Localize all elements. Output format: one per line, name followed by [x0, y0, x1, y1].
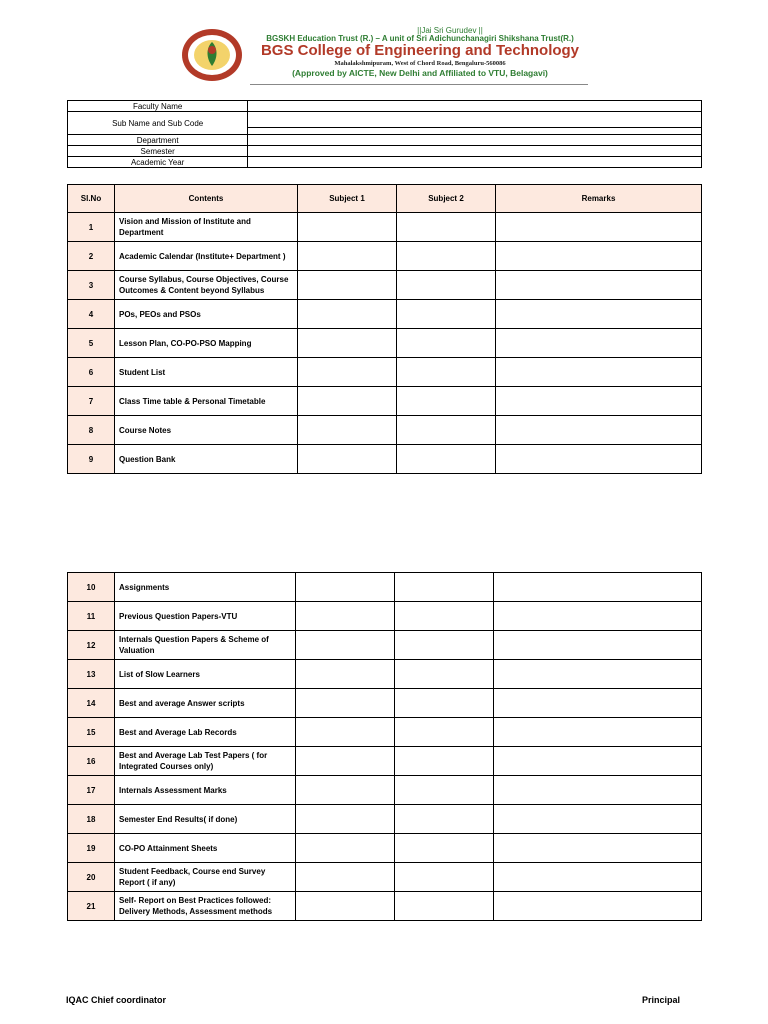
subject2-cell[interactable] — [395, 689, 494, 718]
subject2-cell[interactable] — [395, 776, 494, 805]
subject1-cell[interactable] — [298, 271, 397, 300]
remarks-cell[interactable] — [496, 300, 702, 329]
info-label: Sub Name and Sub Code — [68, 112, 248, 135]
subject2-cell[interactable] — [395, 660, 494, 689]
course-file-checklist-part1 — [67, 184, 702, 474]
subject2-cell[interactable] — [397, 416, 496, 445]
table-row — [68, 718, 702, 747]
subject2-cell[interactable] — [397, 445, 496, 474]
remarks-cell[interactable] — [494, 573, 702, 602]
remarks-cell[interactable] — [494, 747, 702, 776]
subject2-cell[interactable] — [395, 747, 494, 776]
contents-cell: Vision and Mission of Institute and Department — [115, 213, 298, 242]
contents-cell: Student List — [115, 358, 298, 387]
sl-no-cell: 10 — [68, 573, 115, 602]
remarks-cell[interactable] — [496, 242, 702, 271]
table-row — [68, 300, 702, 329]
approval-text: (Approved by AICTE, New Delhi and Affiliated to VTU, Belagavi) — [292, 68, 548, 78]
remarks-cell[interactable] — [496, 358, 702, 387]
table-row — [68, 416, 702, 445]
subject1-cell[interactable] — [298, 213, 397, 242]
remarks-cell[interactable] — [494, 631, 702, 660]
subject2-cell[interactable] — [395, 863, 494, 892]
remarks-cell[interactable] — [496, 416, 702, 445]
subject2-cell[interactable] — [397, 358, 496, 387]
remarks-cell[interactable] — [494, 776, 702, 805]
sl-no-cell: 18 — [68, 805, 115, 834]
table-row — [68, 776, 702, 805]
contents-cell: CO-PO Attainment Sheets — [115, 834, 296, 863]
info-label: Semester — [68, 146, 248, 157]
sl-no-cell: 19 — [68, 834, 115, 863]
remarks-cell[interactable] — [494, 863, 702, 892]
column-header-remarks: Remarks — [496, 185, 702, 213]
subject1-cell[interactable] — [296, 747, 395, 776]
subject2-cell[interactable] — [395, 602, 494, 631]
contents-cell: Previous Question Papers-VTU — [115, 602, 296, 631]
subject1-cell[interactable] — [298, 358, 397, 387]
sl-no-cell: 20 — [68, 863, 115, 892]
subject1-cell[interactable] — [298, 242, 397, 271]
contents-cell: Class Time table & Personal Timetable — [115, 387, 298, 416]
table-row — [68, 329, 702, 358]
subject2-cell[interactable] — [395, 805, 494, 834]
contents-cell: Course Syllabus, Course Objectives, Course Outcomes & Content beyond Syllabus — [115, 271, 298, 300]
sl-no-cell: 15 — [68, 718, 115, 747]
course-file-checklist-part2 — [67, 572, 702, 921]
info-value-field[interactable] — [248, 135, 702, 146]
contents-cell: Internals Question Papers & Scheme of Valuation — [115, 631, 296, 660]
table-row — [68, 805, 702, 834]
iqac-coordinator-signature-label: IQAC Chief coordinator — [66, 995, 167, 1005]
subject1-cell[interactable] — [298, 329, 397, 358]
sl-no-cell: 16 — [68, 747, 115, 776]
motto-text: ||Jai Sri Gurudev || — [417, 26, 483, 35]
subject2-cell[interactable] — [397, 387, 496, 416]
table-row — [68, 834, 702, 863]
remarks-cell[interactable] — [496, 387, 702, 416]
checklist-body-part1 — [68, 213, 702, 474]
remarks-cell[interactable] — [496, 329, 702, 358]
principal-signature-label: Principal — [642, 995, 681, 1005]
sl-no-cell: 4 — [68, 300, 115, 329]
column-header-contents: Contents — [115, 185, 298, 213]
remarks-cell[interactable] — [496, 271, 702, 300]
table-header-row — [68, 185, 702, 213]
info-value-field[interactable] — [248, 157, 702, 168]
subject2-cell[interactable] — [395, 631, 494, 660]
contents-cell: Internals Assessment Marks — [115, 776, 296, 805]
subject2-cell[interactable] — [397, 242, 496, 271]
subject2-cell[interactable] — [397, 213, 496, 242]
subject1-cell[interactable] — [296, 689, 395, 718]
contents-cell: Course Notes — [115, 416, 298, 445]
remarks-cell[interactable] — [494, 892, 702, 921]
trust-text: BGSKH Education Trust (R.) – A unit of Sri Adichunchanagiri Shikshana Trust(R.) — [266, 34, 574, 43]
info-value-field[interactable] — [248, 146, 702, 157]
sl-no-cell: 17 — [68, 776, 115, 805]
remarks-cell[interactable] — [494, 805, 702, 834]
subject1-cell[interactable] — [296, 631, 395, 660]
table-row — [68, 602, 702, 631]
table-row — [68, 747, 702, 776]
table-row — [68, 213, 702, 242]
table-row — [68, 863, 702, 892]
column-header-sl: Sl.No — [68, 185, 115, 213]
subject1-cell[interactable] — [296, 776, 395, 805]
contents-cell: Semester End Results( if done) — [115, 805, 296, 834]
info-label: Academic Year — [68, 157, 248, 168]
table-row — [68, 358, 702, 387]
sl-no-cell: 2 — [68, 242, 115, 271]
sl-no-cell: 6 — [68, 358, 115, 387]
table-row — [68, 689, 702, 718]
header-divider — [250, 84, 588, 85]
column-header-subject1: Subject 1 — [298, 185, 397, 213]
subject1-cell[interactable] — [296, 834, 395, 863]
sl-no-cell: 11 — [68, 602, 115, 631]
table-row — [68, 573, 702, 602]
subject1-cell[interactable] — [296, 602, 395, 631]
info-value-field[interactable] — [248, 112, 702, 135]
sl-no-cell: 21 — [68, 892, 115, 921]
contents-cell: Self- Report on Best Practices followed: Delivery Methods, Assessment methods — [115, 892, 296, 921]
info-value-field[interactable] — [248, 101, 702, 112]
remarks-cell[interactable] — [496, 445, 702, 474]
subject1-cell[interactable] — [296, 892, 395, 921]
contents-cell: Assignments — [115, 573, 296, 602]
checklist-body-part2 — [68, 573, 702, 921]
college-name: BGS College of Engineering and Technology — [260, 42, 580, 59]
sl-no-cell: 8 — [68, 416, 115, 445]
contents-cell: Best and Average Lab Test Papers ( for Integrated Courses only) — [115, 747, 296, 776]
subject1-cell[interactable] — [296, 805, 395, 834]
contents-cell: Academic Calendar (Institute+ Department ) — [115, 242, 298, 271]
remarks-cell[interactable] — [494, 689, 702, 718]
subject1-cell[interactable] — [296, 863, 395, 892]
subject2-cell[interactable] — [397, 271, 496, 300]
info-label: Faculty Name — [68, 101, 248, 112]
subject2-cell[interactable] — [395, 573, 494, 602]
column-header-subject2: Subject 2 — [397, 185, 496, 213]
contents-cell: POs, PEOs and PSOs — [115, 300, 298, 329]
remarks-cell[interactable] — [494, 660, 702, 689]
subject1-cell[interactable] — [296, 718, 395, 747]
subject1-cell[interactable] — [298, 300, 397, 329]
table-row — [68, 271, 702, 300]
sl-no-cell: 1 — [68, 213, 115, 242]
subject1-cell[interactable] — [296, 660, 395, 689]
info-row — [68, 146, 702, 157]
subject2-cell[interactable] — [395, 834, 494, 863]
subject1-cell[interactable] — [298, 387, 397, 416]
info-row — [68, 135, 702, 146]
contents-cell: Best and average Answer scripts — [115, 689, 296, 718]
sl-no-cell: 14 — [68, 689, 115, 718]
sl-no-cell: 7 — [68, 387, 115, 416]
remarks-cell[interactable] — [494, 834, 702, 863]
contents-cell: Question Bank — [115, 445, 298, 474]
table-row — [68, 242, 702, 271]
faculty-info-table — [67, 100, 702, 168]
table-row — [68, 445, 702, 474]
subject1-cell[interactable] — [296, 573, 395, 602]
info-row — [68, 101, 702, 112]
college-logo-icon — [180, 28, 244, 82]
info-row — [68, 157, 702, 168]
contents-cell: Best and Average Lab Records — [115, 718, 296, 747]
sl-no-cell: 12 — [68, 631, 115, 660]
table-row — [68, 387, 702, 416]
subject2-cell[interactable] — [395, 718, 494, 747]
table-row — [68, 631, 702, 660]
subject2-cell[interactable] — [397, 300, 496, 329]
subject2-cell[interactable] — [395, 892, 494, 921]
remarks-cell[interactable] — [494, 602, 702, 631]
table-row — [68, 660, 702, 689]
remarks-cell[interactable] — [494, 718, 702, 747]
sl-no-cell: 9 — [68, 445, 115, 474]
subject1-cell[interactable] — [298, 416, 397, 445]
contents-cell: Student Feedback, Course end Survey Report ( if any) — [115, 863, 296, 892]
info-row — [68, 112, 702, 135]
sl-no-cell: 5 — [68, 329, 115, 358]
sl-no-cell: 13 — [68, 660, 115, 689]
table-row — [68, 892, 702, 921]
sl-no-cell: 3 — [68, 271, 115, 300]
letterhead — [0, 0, 768, 95]
subject1-cell[interactable] — [298, 445, 397, 474]
info-label: Department — [68, 135, 248, 146]
remarks-cell[interactable] — [496, 213, 702, 242]
contents-cell: List of Slow Learners — [115, 660, 296, 689]
contents-cell: Lesson Plan, CO-PO-PSO Mapping — [115, 329, 298, 358]
college-address: Mahalakshmipuram, West of Chord Road, Bengaluru-560086 — [334, 60, 506, 67]
subject2-cell[interactable] — [397, 329, 496, 358]
